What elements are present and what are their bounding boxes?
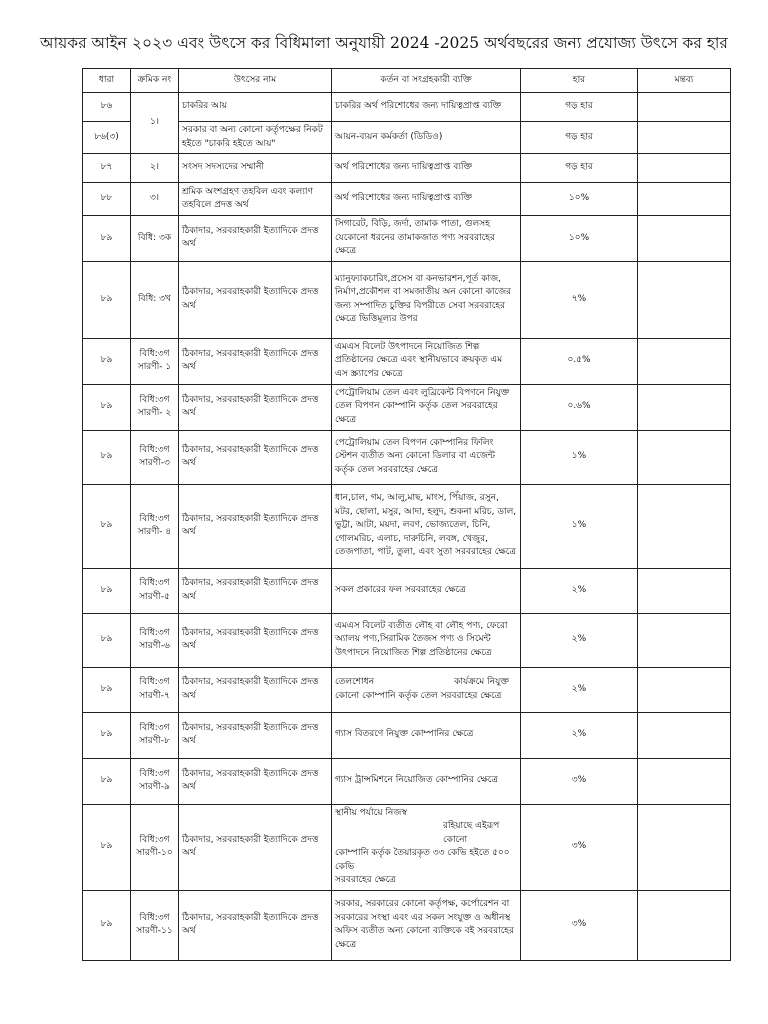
cell-section: ৮৭ (83, 154, 131, 183)
cell-deductor: অর্থ পরিশোধের জন্য দায়িত্বপ্রাপ্ত ব্যক্তি (332, 183, 521, 216)
cell-remarks (638, 804, 731, 890)
cell-serial: বিধি:৩গ সারণী-৫ (131, 568, 179, 613)
cell-source: ঠিকাদার, সরবরাহকারী ইত্যাদিকে প্রদত্ত অর্থ (179, 261, 332, 338)
cell-serial: বিধি:৩গ সারণী- ৪ (131, 484, 179, 568)
cell-deductor: পেট্রোলিয়াম তেল এবং লুব্রিকেন্ট বিপণনে নিযুক্ত তেল বিপণন কোম্পানি কর্তৃক তেল সরবরাহের ক্ষেত্রে (332, 384, 521, 430)
cell-rate: গড় হার (521, 154, 638, 183)
cell-section: ৮৯ (83, 613, 131, 667)
table-row (83, 890, 731, 960)
cell-deductor: অর্থ পরিশোধের জন্য দায়িত্বপ্রাপ্ত ব্যক্তি (332, 154, 521, 183)
cell-rate: ১% (521, 430, 638, 484)
cell-deductor: চাকরির অর্থ পরিশোধের জন্য দায়িত্বপ্রাপ্ত ব্যক্তি (332, 93, 521, 122)
table-row (83, 667, 731, 712)
cell-section: ৮৯ (83, 261, 131, 338)
table-row (83, 154, 731, 183)
cell-remarks (638, 384, 731, 430)
cell-remarks (638, 93, 731, 122)
cell-section: ৮৯ (83, 384, 131, 430)
cell-source: ঠিকাদার, সরবরাহকারী ইত্যাদিকে প্রদত্ত অর্থ (179, 890, 332, 960)
table-row (83, 430, 731, 484)
cell-remarks (638, 154, 731, 183)
cell-remarks (638, 183, 731, 216)
cell-section: ৮৯ (83, 758, 131, 804)
cell-serial: ২। (131, 154, 179, 183)
cell-deductor (332, 804, 521, 890)
cell-remarks (638, 667, 731, 712)
header-serial: ক্রমিক নং (131, 69, 179, 93)
table-row (83, 712, 731, 758)
cell-deductor (332, 667, 521, 712)
cell-serial: বিধি:৩গ সারণী-১১ (131, 890, 179, 960)
cell-section: ৮৯ (83, 338, 131, 384)
cell-remarks (638, 890, 731, 960)
cell-deductor: ম্যানুফ্যাকচারিং,প্রসেস বা কনভারশন,পূর্ত কাজ, নির্মাণ,প্রকৌশল বা সমজাতীয় অন কোনো কাজের জন্য সম্পাদিত চুক্তির বিপরীতে সেবা সরবরাহের ক্ষেত্রে ভিত্তিমূল্যর উপর (332, 261, 521, 338)
cell-rate: ২% (521, 712, 638, 758)
cell-serial: বিধি:৩গ সারণী- ১ (131, 338, 179, 384)
cell-section: ৮৯ (83, 712, 131, 758)
cell-rate: ৩% (521, 890, 638, 960)
cell-rate: ১০% (521, 183, 638, 216)
cell-serial: ৩। (131, 183, 179, 216)
cell-source: সংসদ সদস্যদের সম্মানী (179, 154, 332, 183)
cell-remarks (638, 430, 731, 484)
cell-deductor: গ্যাস ট্রান্সমিশনে নিয়োজিত কোম্পানির ক্ষেত্রে (332, 758, 521, 804)
cell-deductor: ধান,চাল, গম, আলু,মাছ, মাংস, পিঁয়াজ, রসুন, মটর, ছোলা, মসুর, আদা, হলুদ, শুকনা মরিচ, ডাল, ভুট্টা, আটা, ময়দা, লবণ, ভোজ্যতেল, চিনি, গোলমরিচ, এলাচ, দারুচিনি, লবঙ্গ, খেজুর, তেজপাতা, পাট, তুলা, এবং সুতা সরবরাহের ক্ষেত্রে (332, 484, 521, 568)
header-rate: হার (521, 69, 638, 93)
cell-source: চাকরির আয় (179, 93, 332, 122)
cell-source: ঠিকাদার, সরবরাহকারী ইত্যাদিকে প্রদত্ত অর্থ (179, 568, 332, 613)
header-remarks: মন্তব্য (638, 69, 731, 93)
page-title: আয়কর আইন ২০২৩ এবং উৎসে কর বিধিমালা অনুযায়ী 2024 -2025 অর্থবছরের জন্য প্রযোজ্য উৎসে কর হার (40, 34, 728, 52)
table-row (83, 338, 731, 384)
cell-remarks (638, 613, 731, 667)
cell-remarks (638, 568, 731, 613)
cell-serial: ১। (131, 93, 179, 154)
cell-remarks (638, 261, 731, 338)
cell-deductor: পেট্রোলিয়াম তেল বিপণন কোম্পানির ফিলিং স্টেশন ব্যতীত অন্য কোনো ডিলার বা এজেন্ট কর্তৃক তেল সরবরাহের ক্ষেত্রে (332, 430, 521, 484)
cell-deductor: এমএস বিলেট উৎপাদনে নিয়োজিত শিল্প প্রতিষ্ঠানের ক্ষেত্রে এবং স্থানীয়ভাবে ক্রয়কৃত এম এস স্ক্র্যাপের ক্ষেত্রে (332, 338, 521, 384)
cell-source: ঠিকাদার, সরবরাহকারী ইত্যাদিকে প্রদত্ত অর্থ (179, 430, 332, 484)
cell-section: ৮৯ (83, 568, 131, 613)
cell-deductor: আয়ন-ব্যয়ন কর্মকর্তা (ডিডিও) (332, 122, 521, 154)
cell-serial: বিধি:৩গ সারণী-১০ (131, 804, 179, 890)
cell-source: সরকার বা অন্য কোনো কর্তৃপক্ষের নিকট হইতে "চাকরি হইতে আয়" (179, 122, 332, 154)
cell-rate: ৭% (521, 261, 638, 338)
cell-section: ৮৯ (83, 667, 131, 712)
cell-serial: বিধি:৩গ সারণী-৬ (131, 613, 179, 667)
table-row (83, 93, 731, 122)
withholding-tax-table (82, 68, 731, 961)
cell-source: ঠিকাদার, সরবরাহকারী ইত্যাদিকে প্রদত্ত অর্থ (179, 613, 332, 667)
deductor-text-part: তেলশোধন (335, 677, 375, 687)
table-row (83, 568, 731, 613)
cell-deductor: সরকার, সরকারের কোনো কর্তৃপক্ষ, কর্পোরেশন বা সরকারের সংস্থা এবং এর সকল সংযুক্ত ও অধীনস্থ অফিস ব্যতীত অন্য কোনো ব্যক্তিকে বই সরবরাহের ক্ষেত্রে (332, 890, 521, 960)
cell-remarks (638, 484, 731, 568)
cell-rate: ৩% (521, 804, 638, 890)
header-section: ধারা (83, 69, 131, 93)
cell-remarks (638, 338, 731, 384)
header-deductor: কর্তন বা সংগ্রহকারী ব্যক্তি (332, 69, 521, 93)
cell-deductor: গ্যাস বিতরণে নিযুক্ত কোম্পানির ক্ষেত্রে (332, 712, 521, 758)
cell-section: ৮৯ (83, 890, 131, 960)
cell-rate: ১% (521, 484, 638, 568)
table-row (83, 758, 731, 804)
cell-deductor: এমএস বিলেট ব্যতীত লৌহ বা লৌহ পণ্য, ফেরো অ্যালয় পণ্য,সিরামিক তৈজস পণ্য ও সিমেন্ট উৎপাদনে নিয়োজিত শিল্প প্রতিষ্ঠানের ক্ষেত্রে (332, 613, 521, 667)
table-row (83, 183, 731, 216)
table-row (83, 613, 731, 667)
cell-section: ৮৬ (83, 93, 131, 122)
deductor-text-part: স্থানীয় পর্যায়ে নিজস্ব (335, 807, 407, 818)
cell-rate: ০.৬% (521, 384, 638, 430)
cell-source: ঠিকাদার, সরবরাহকারী ইত্যাদিকে প্রদত্ত অর্থ (179, 338, 332, 384)
cell-rate: ২% (521, 667, 638, 712)
cell-source: ঠিকাদার, সরবরাহকারী ইত্যাদিকে প্রদত্ত অর্থ (179, 384, 332, 430)
deductor-text-part: কার্যক্রমে নিযুক্ত (454, 677, 510, 687)
cell-remarks (638, 216, 731, 262)
cell-section: ৮৯ (83, 484, 131, 568)
cell-source: ঠিকাদার, সরবরাহকারী ইত্যাদিকে প্রদত্ত অর্থ (179, 484, 332, 568)
cell-remarks (638, 758, 731, 804)
table-header-row (83, 69, 731, 93)
cell-serial: বিধি:৩গ সারণী-৭ (131, 667, 179, 712)
cell-serial: বিধি:৩গ সারণী-৮ (131, 712, 179, 758)
table-row (83, 261, 731, 338)
header-source: উৎসের নাম (179, 69, 332, 93)
cell-remarks (638, 122, 731, 154)
cell-deductor: সিগারেট, বিড়ি, জর্দা, তামাক পাতা, গুলসহ যেকোনো ধরনের তামাকজাত পণ্য সরবরাহের ক্ষেত্রে (332, 216, 521, 262)
deductor-text-part: কোম্পানি কর্তৃক তৈয়ারকৃত ৩৩ কেভি হইতে ৫০০ কেভি (335, 848, 510, 872)
cell-rate: ২% (521, 568, 638, 613)
cell-rate: গড় হার (521, 122, 638, 154)
table-row (83, 216, 731, 262)
table-row (83, 384, 731, 430)
deductor-text-part: কোনো কোম্পানি কর্তৃক তেল সরবরাহের ক্ষেত্রে (335, 690, 502, 701)
cell-rate: গড় হার (521, 93, 638, 122)
cell-section: ৮৬(৩) (83, 122, 131, 154)
deductor-text-part: সরবরাহের ক্ষেত্রে (335, 875, 396, 885)
cell-source: ঠিকাদার, সরবরাহকারী ইত্যাদিকে প্রদত্ত অর্থ (179, 804, 332, 890)
cell-source: ঠিকাদার, সরবরাহকারী ইত্যাদিকে প্রদত্ত অর্থ (179, 216, 332, 262)
cell-deductor: সকল প্রকারের ফল সরবরাহের ক্ষেত্রে (332, 568, 521, 613)
cell-source: শ্রমিক অংশগ্রহণ তহবিল এবং কল্যাণ তহবিলে প্রদত্ত অর্থ (179, 183, 332, 216)
cell-rate: ১০% (521, 216, 638, 262)
cell-section: ৮৯ (83, 804, 131, 890)
cell-serial: বিধি:৩গ সারণী-৯ (131, 758, 179, 804)
table-row (83, 804, 731, 890)
cell-remarks (638, 712, 731, 758)
cell-section: ৮৯ (83, 430, 131, 484)
cell-rate: ০.৫% (521, 338, 638, 384)
cell-source: ঠিকাদার, সরবরাহকারী ইত্যাদিকে প্রদত্ত অর্থ (179, 667, 332, 712)
deductor-text-part: রহিয়াছে এইরূপ কোনো (443, 821, 500, 845)
cell-source: ঠিকাদার, সরবরাহকারী ইত্যাদিকে প্রদত্ত অর্থ (179, 758, 332, 804)
cell-section: ৮৯ (83, 216, 131, 262)
cell-serial: বিধি: ৩খ (131, 261, 179, 338)
cell-rate: ২% (521, 613, 638, 667)
table-row (83, 122, 731, 154)
cell-section: ৮৮ (83, 183, 131, 216)
cell-source: ঠিকাদার, সরবরাহকারী ইত্যাদিকে প্রদত্ত অর্থ (179, 712, 332, 758)
cell-serial: বিধি:৩গ সারণী-৩ (131, 430, 179, 484)
cell-serial: বিধি:৩গ সারণী- ২ (131, 384, 179, 430)
cell-serial: বিধি: ৩ক (131, 216, 179, 262)
cell-rate: ৩% (521, 758, 638, 804)
table-row (83, 484, 731, 568)
